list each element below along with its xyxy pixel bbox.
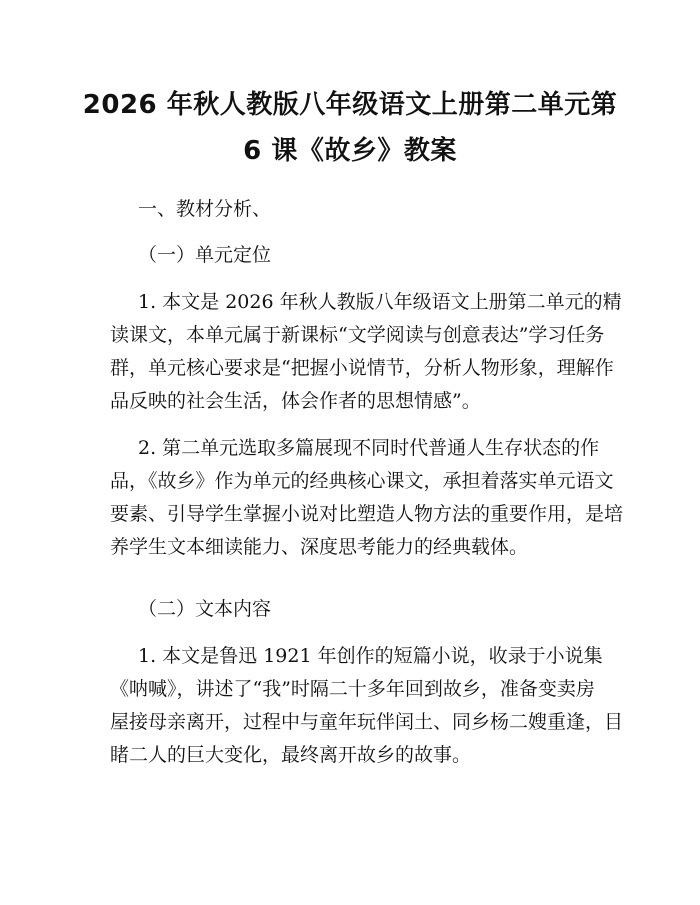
paragraph-line: 1. 本文是鲁迅 1921 年创作的短篇小说，收录于小说集 <box>138 645 603 667</box>
paragraph-unit-positioning-1 <box>110 286 622 418</box>
paragraph-line: 品，《故乡》作为单元的经典核心课文，承担着落实单元语文 <box>110 470 614 492</box>
document-title-line1: 2026 年秋人教版八年级语文上册第二单元第 <box>82 90 618 120</box>
document-title-line2: 6 课《故乡》教案 <box>243 136 457 166</box>
section-heading-teaching-material-analysis: 一、教材分析、 <box>138 198 272 220</box>
paragraph-line: 群，单元核心要求是“把握小说情节，分析人物形象，理解作 <box>110 357 614 379</box>
subsection-heading-unit-positioning: （一）单元定位 <box>138 244 272 266</box>
paragraph-line: 2. 第二单元选取多篇展现不同时代普通人生存状态的作 <box>138 437 600 459</box>
paragraph-line: 《呐喊》，讲述了“我”时隔二十多年回到故乡，准备变卖房 <box>110 678 595 700</box>
paragraph-line: 读课文，本单元属于新课标“文学阅读与创意表达”学习任务 <box>110 324 605 346</box>
paragraph-unit-positioning-2 <box>110 432 624 564</box>
paragraph-line: 养学生文本细读能力、深度思考能力的经典载体。 <box>110 536 529 558</box>
subsection-heading-text-content: （二）文本内容 <box>138 598 272 620</box>
paragraph-line: 屋接母亲离开，过程中与童年玩伴闰土、同乡杨二嫂重逢，目 <box>110 711 624 733</box>
paragraph-line: 要素、引导学生掌握小说对比塑造人物方法的重要作用，是培 <box>110 503 624 525</box>
paragraph-line: 睹二人的巨大变化，最终离开故乡的故事。 <box>110 744 472 766</box>
paragraph-line: 品反映的社会生活，体会作者的思想情感”。 <box>110 390 481 412</box>
paragraph-line: 1. 本文是 2026 年秋人教版八年级语文上册第二单元的精 <box>138 291 622 313</box>
paragraph-text-content-1 <box>110 640 624 772</box>
